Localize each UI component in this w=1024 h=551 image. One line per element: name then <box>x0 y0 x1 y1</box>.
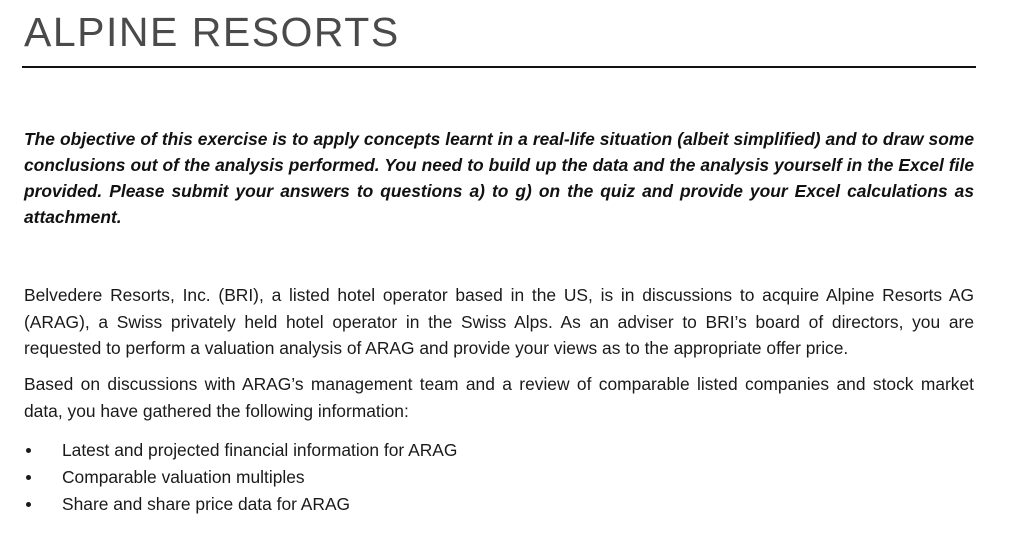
list-item-text: Comparable valuation multiples <box>62 467 305 487</box>
bullet-icon <box>26 475 31 480</box>
context-paragraph: Belvedere Resorts, Inc. (BRI), a listed hotel operator based in the US, is in discussions to acquire Alpine Resorts AG (ARAG), a Swiss privately held hotel operator in the Swiss Alps. As an adviser to BRI’s board of directors, you are requested to perform a valuation analysis of ARAG and provide your views as to the appropriate offer price. <box>24 285 974 358</box>
list-item <box>24 464 974 491</box>
list-item-text: Share and share price data for ARAG <box>62 494 351 514</box>
list-item <box>24 437 974 464</box>
title-divider <box>22 66 976 68</box>
bullet-icon <box>26 448 31 453</box>
list-item-text: Latest and projected financial information for ARAG <box>62 440 458 460</box>
information-paragraph: Based on discussions with ARAG’s management team and a review of comparable listed companies and stock market data, you have gathered the following information: <box>24 374 974 421</box>
list-item <box>24 491 974 518</box>
document-page <box>24 0 976 514</box>
bullet-icon <box>26 502 31 507</box>
information-list <box>24 437 974 518</box>
exercise-objective: The objective of this exercise is to apply concepts learnt in a real-life situation (albeit simplified) and to draw some conclusions out of the analysis performed. You need to build up the data and the analysis yourself in the Excel file provided. Please submit your answers to questions a) to g) on the quiz and provide your Excel calculations as attachment. <box>24 129 974 227</box>
document-title: ALPINE RESORTS <box>24 9 400 55</box>
